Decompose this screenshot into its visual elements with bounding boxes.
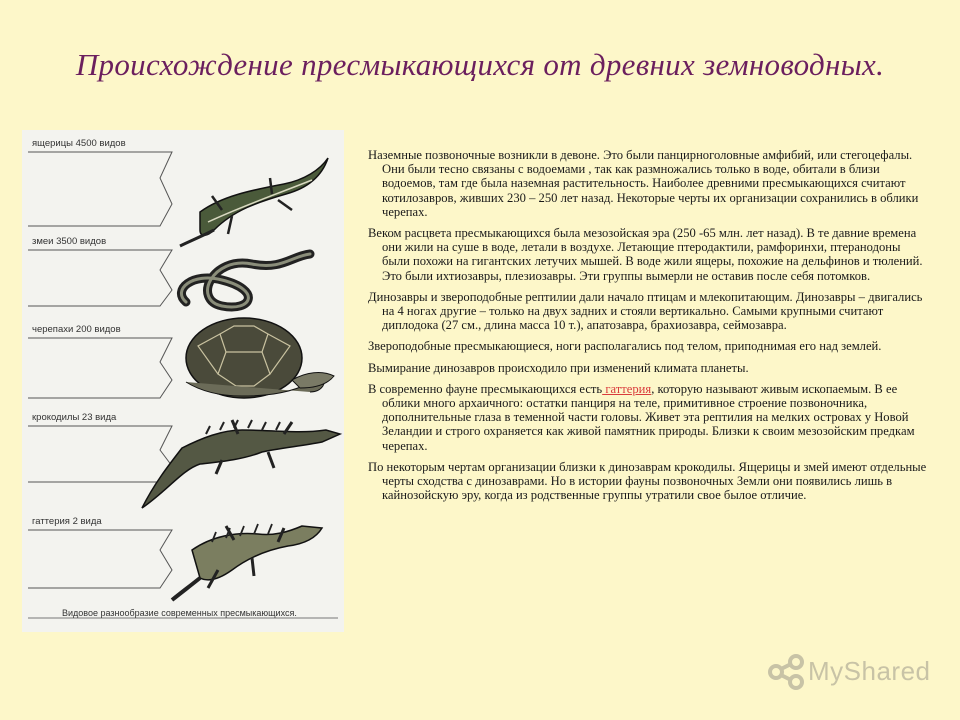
reptile-illustrations	[22, 130, 344, 632]
paragraph-6-start: В современно фауне пресмыкающихся есть	[368, 381, 603, 396]
lizard-illustration	[180, 158, 328, 246]
watermark-text: MyShared	[808, 656, 931, 686]
paragraph-2: Веком расцвета пресмыкающихся была мезозойская эра (250 -65 млн. лет назад). В те давние времена они жили на суше в воде, летали в воздухе. Летающие птеродактили, рамфоринхи, птеранодоны были похожи на гигантских летучих мышей. В воде жили ящеры, похожие на дельфинов и тюлений. Это были ихтиозавры, плезиозавры. Эти группы вымерли не оставив после себя потомков.	[368, 226, 923, 283]
reptile-diversity-figure	[22, 130, 344, 632]
label-tuatara: гаттерия 2 вида	[32, 516, 102, 527]
paragraph-4: Звероподобные пресмыкающиеся, ноги располагались под телом, приподнимая его над землей.	[368, 339, 882, 354]
share-icon	[766, 652, 806, 692]
paragraph-6	[368, 382, 928, 453]
label-turtles: черепахи 200 видов	[32, 324, 121, 335]
crocodile-illustration	[142, 420, 340, 508]
slide-title: Происхождение пресмыкающихся от древних земноводных.	[75, 47, 885, 82]
label-snakes: змеи 3500 видов	[32, 236, 107, 247]
tuatara-illustration	[172, 524, 322, 600]
tuatara-link[interactable]: гаттерия	[602, 381, 652, 396]
figure-caption: Видовое разнообразие современных пресмыкающихся.	[62, 608, 297, 618]
paragraph-3: Динозавры и звероподобные рептилии дали начало птицам и млекопитающим. Динозавры – двигались на 4 ногах другие – только на двух задних и стояли вертикально. Самыми крупными считают диплодока (27 см., длина масса 10 т.), апатозавра, брахиозавра, сеймозавра.	[368, 289, 923, 333]
snake-illustration	[181, 254, 310, 307]
watermark	[766, 652, 936, 692]
label-crocodiles: крокодилы 23 вида	[32, 412, 117, 423]
paragraph-7: По некоторым чертам организации близки к динозаврам крокодилы. Ящерицы и змей имеют отдельные черты сходства с динозаврами. Но в истории фауны позвоночных Земли они появились лишь в кайнозойскую эру, когда из родственные группы утратили свое былое отличие.	[368, 459, 927, 503]
paragraph-6-end: , которую называют живым ископаемым. В ее облики много архаичного: остатки панциря на теле, примитивное строение позвоночника, дополнительные глаза в теменной части головы. Живет эта рептилия на мелких островах у Новой Зеландии и строго охраняется как живой памятник природы. Близки к своим мезозойским предкам черепах.	[382, 381, 915, 453]
paragraph-5: Вымирание динозавров происходило при изменений климата планеты.	[368, 360, 749, 375]
paragraph-1: Наземные позвоночные возникли в девоне. Это были панцирноголовные амфибий, или стегоцефалы. Они были тесно связаны с водоемами , так как размножались только в воде, обитали в близи водоемов, там где была наземная растительность. Наиболее древними пресмыкающихся считают котилозавров, живших 230 – 250 лет назад. Некоторые черты их организации сохранились в облики черепах.	[368, 148, 919, 219]
turtle-illustration	[186, 318, 334, 398]
label-lizards: ящерицы 4500 видов	[32, 138, 126, 149]
body-text	[368, 148, 928, 509]
